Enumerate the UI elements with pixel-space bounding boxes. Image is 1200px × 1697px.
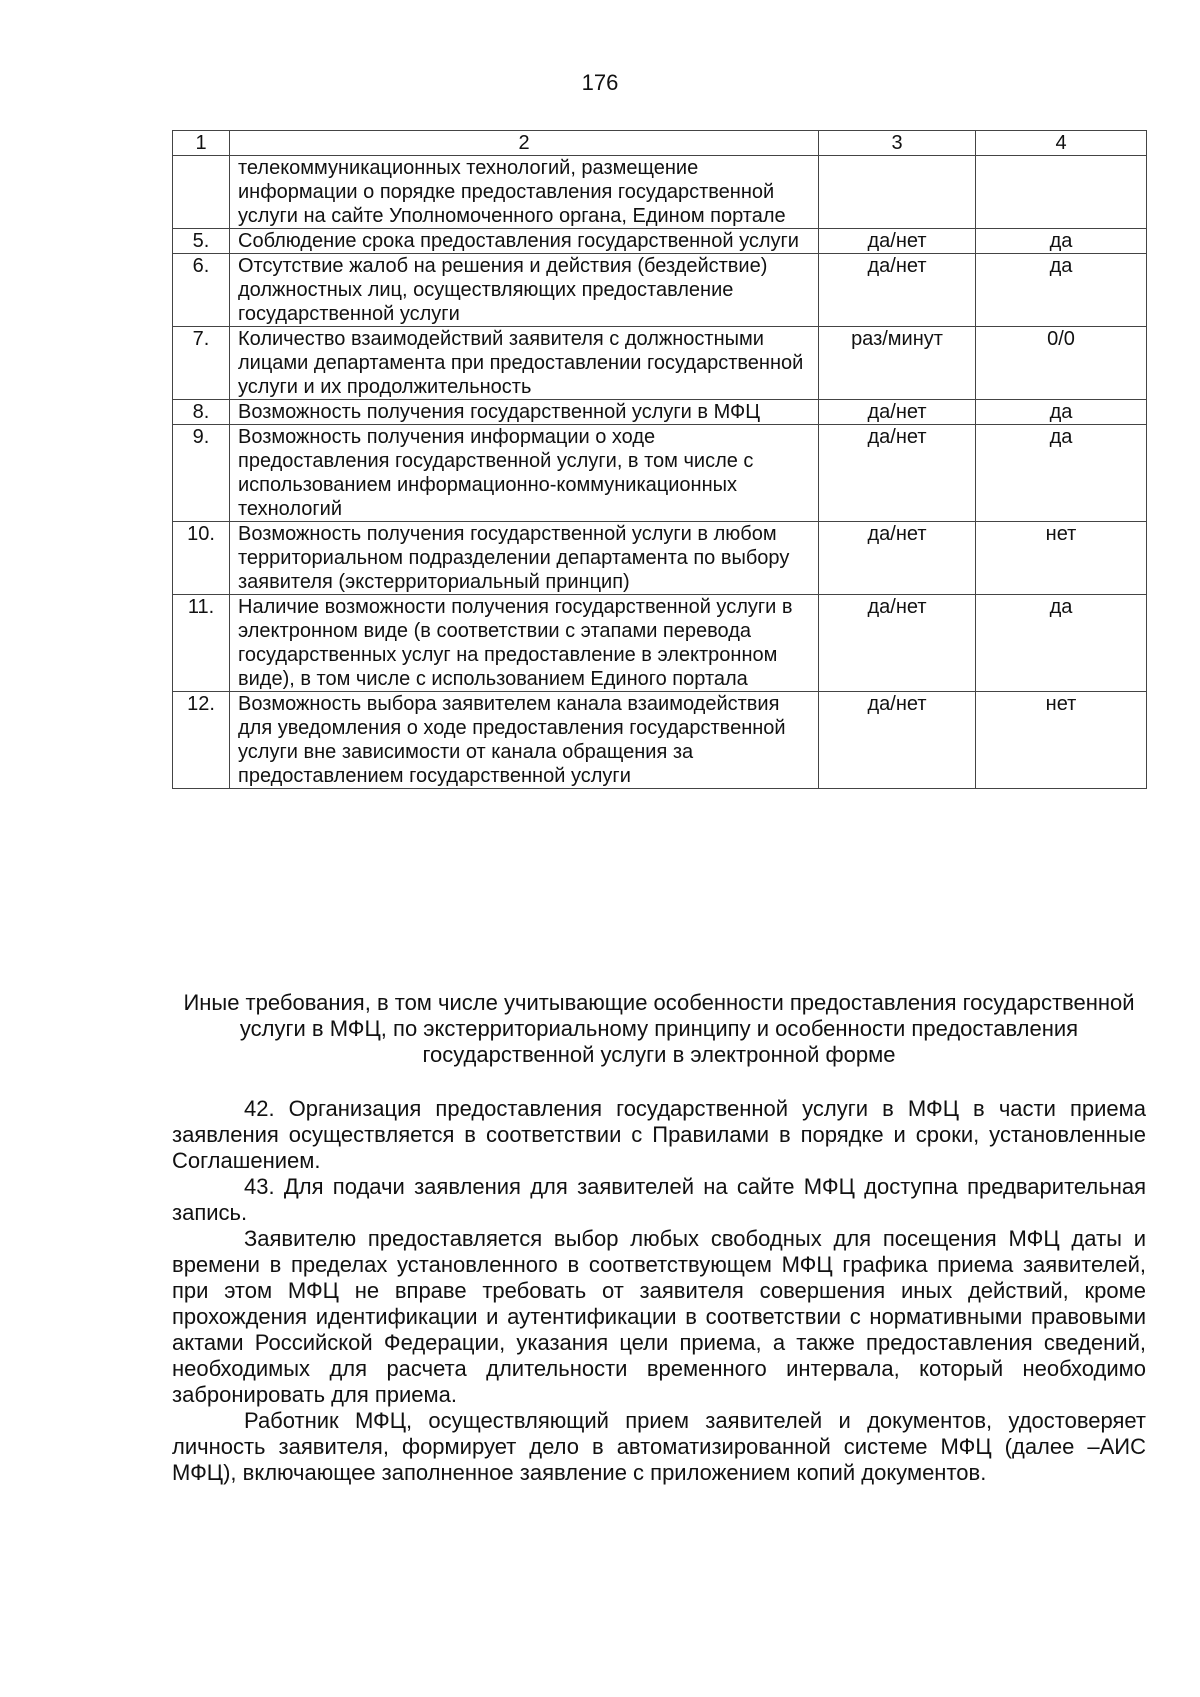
column-header: 1 <box>173 131 230 156</box>
row-description: Возможность получения государственной услуги в любом территориальном подразделении департамента по выбору заявителя (экстерриториальный принцип) <box>230 522 819 595</box>
row-value: да <box>976 229 1147 254</box>
column-header: 4 <box>976 131 1147 156</box>
row-unit: да/нет <box>819 692 976 789</box>
row-number: 7. <box>173 327 230 400</box>
paragraph: Заявителю предоставляется выбор любых свободных для посещения МФЦ даты и времени в пределах установленного в соответствующем МФЦ графика приема заявителей, при этом МФЦ не вправе требовать от заявителя совершения иных действий, кроме прохождения идентификации и аутентификации в соответствии с нормативными правовыми актами Российской Федерации, указания цели приема, а также предоставления сведений, необходимых для расчета длительности временного интервала, который необходимо забронировать для приема. <box>172 1226 1146 1407</box>
table-row <box>173 425 1147 522</box>
section-title: Иные требования, в том числе учитывающие особенности предоставления государственной услуги в МФЦ, по экстерриториальному принципу и особенности предоставления государственной услуги в электронной форме <box>183 990 1135 1067</box>
row-description: Соблюдение срока предоставления государственной услуги <box>230 229 819 254</box>
table-row <box>173 327 1147 400</box>
table-header-row <box>173 131 1147 156</box>
page-number: 176 <box>581 70 619 95</box>
row-value: нет <box>976 692 1147 789</box>
table-row <box>173 522 1147 595</box>
row-unit: да/нет <box>819 254 976 327</box>
row-number: 8. <box>173 400 230 425</box>
row-unit <box>819 156 976 229</box>
table-row <box>173 254 1147 327</box>
row-value: да <box>976 425 1147 522</box>
table-row <box>173 400 1147 425</box>
row-value: нет <box>976 522 1147 595</box>
row-number: 12. <box>173 692 230 789</box>
row-description: Отсутствие жалоб на решения и действия (бездействие) должностных лиц, осуществляющих предоставление государственной услуги <box>230 254 819 327</box>
row-value: да <box>976 595 1147 692</box>
row-description: Возможность получения информации о ходе предоставления государственной услуги, в том числе с использованием информационно-коммуникационных технологий <box>230 425 819 522</box>
row-description: Возможность получения государственной услуги в МФЦ <box>230 400 819 425</box>
table-row <box>173 229 1147 254</box>
paragraph: 42. Организация предоставления государственной услуги в МФЦ в части приема заявления осуществляется в соответствии с Правилами в порядке и сроки, установленные Соглашением. <box>172 1096 1146 1173</box>
body-text <box>172 1096 1146 1486</box>
row-value: да <box>976 254 1147 327</box>
row-unit: раз/минут <box>819 327 976 400</box>
row-number: 5. <box>173 229 230 254</box>
row-number: 11. <box>173 595 230 692</box>
indicators-table <box>172 130 1147 789</box>
table-row <box>173 595 1147 692</box>
row-value: 0/0 <box>976 327 1147 400</box>
row-description: Возможность выбора заявителем канала взаимодействия для уведомления о ходе предоставления государственной услуги вне зависимости от канала обращения за предоставлением государственной услуги <box>230 692 819 789</box>
row-unit: да/нет <box>819 425 976 522</box>
column-header: 2 <box>230 131 819 156</box>
row-unit: да/нет <box>819 595 976 692</box>
paragraph: 43. Для подачи заявления для заявителей на сайте МФЦ доступна предварительная запись. <box>172 1174 1146 1225</box>
row-description: Количество взаимодействий заявителя с должностными лицами департамента при предоставлении государственной услуги и их продолжительность <box>230 327 819 400</box>
row-number <box>173 156 230 229</box>
table-row <box>173 156 1147 229</box>
paragraph: Работник МФЦ, осуществляющий прием заявителей и документов, удостоверяет личность заявителя, формирует дело в автоматизированной системе МФЦ (далее –АИС МФЦ), включающее заполненное заявление с приложением копий документов. <box>172 1408 1146 1485</box>
row-unit: да/нет <box>819 400 976 425</box>
row-description: телекоммуникационных технологий, размещение информации о порядке предоставления государственной услуги на сайте Уполномоченного органа, Едином портале <box>230 156 819 229</box>
column-header: 3 <box>819 131 976 156</box>
row-description: Наличие возможности получения государственной услуги в электронном виде (в соответствии с этапами перевода государственных услуг на предоставление в электронном виде), в том числе с использованием Единого портала <box>230 595 819 692</box>
row-unit: да/нет <box>819 229 976 254</box>
row-unit: да/нет <box>819 522 976 595</box>
table-row <box>173 692 1147 789</box>
row-number: 6. <box>173 254 230 327</box>
row-number: 10. <box>173 522 230 595</box>
row-value: да <box>976 400 1147 425</box>
row-number: 9. <box>173 425 230 522</box>
row-value <box>976 156 1147 229</box>
